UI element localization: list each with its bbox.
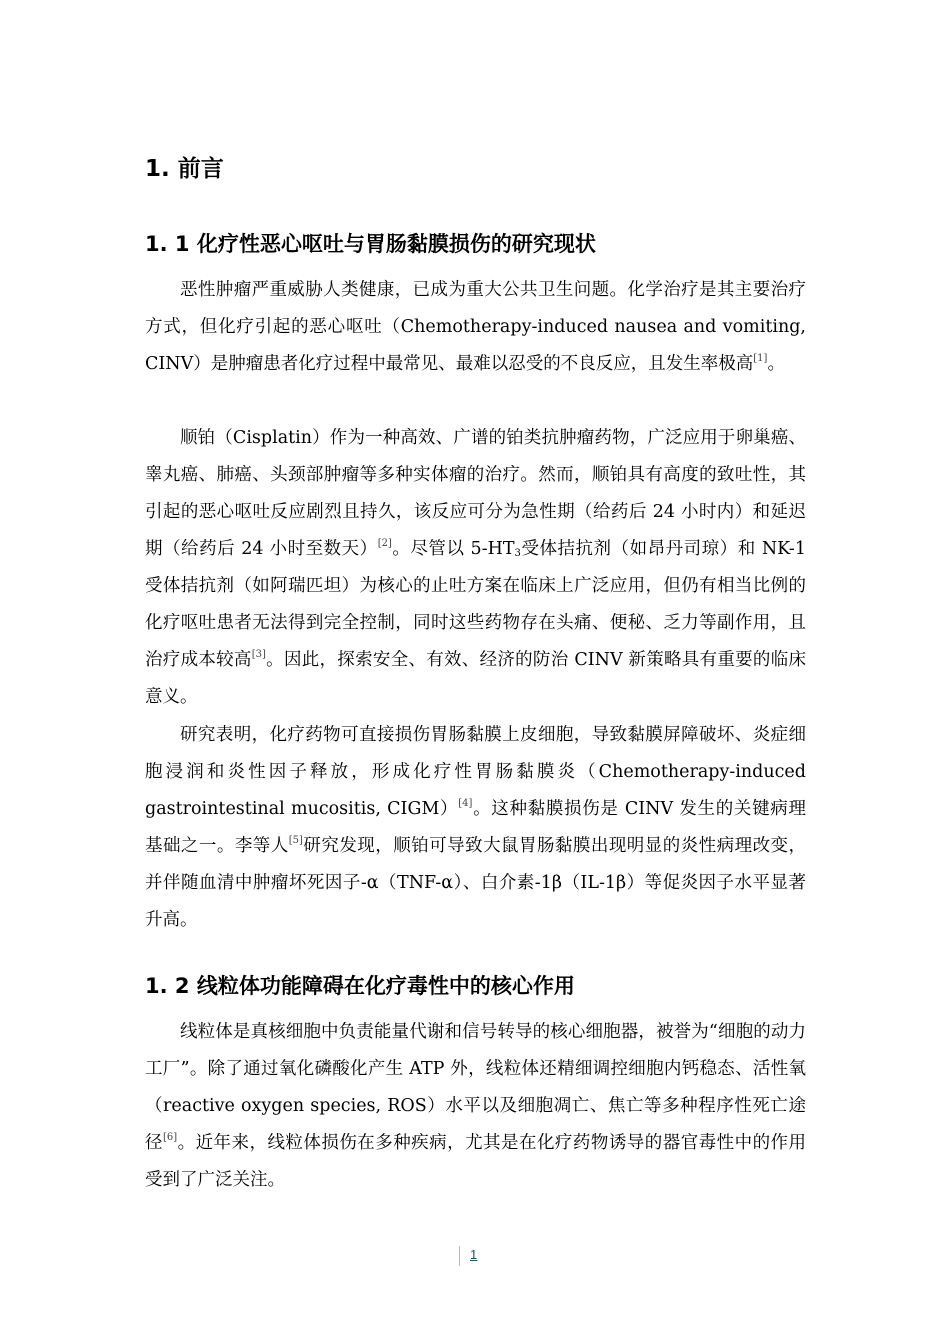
paragraph-cisplatin — [145, 420, 806, 716]
paragraph-text: 。这种黏膜损伤是 CINV 发生的关键病理基础之一。李等人 — [145, 799, 806, 856]
paragraph-mitochondria — [145, 1014, 806, 1199]
subscript-text: 3 — [514, 548, 521, 559]
citation-ref[interactable]: [1] — [753, 353, 768, 364]
paragraph-text: 研究表明，化疗药物可直接损伤胃肠黏膜上皮细胞，导致黏膜屏障破坏、炎症细胞浸润和炎性因子释放，形成化疗性胃肠黏膜炎（Chemotherapy-induced gastrointestinal mucositis, CIGM） — [145, 725, 806, 819]
paragraph-text: 。尽管以 5-HT — [391, 539, 515, 559]
citation-ref[interactable]: [3] — [251, 649, 266, 660]
page-number[interactable]: 1 — [470, 1247, 478, 1262]
paragraph-text: 受体拮抗剂（如昂丹司琼）和 NK-1 受体拮抗剂（如阿瑞匹坦）为核心的止吐方案在临床上广泛应用，但仍有相当比例的化疗呕吐患者无法得到完全控制，同时这些药物存在头痛、便秘、乏力等副作用，且治疗成本较高 — [145, 539, 806, 670]
citation-ref[interactable]: [5] — [288, 835, 303, 846]
paragraph-text: 。近年来，线粒体损伤在多种疾病，尤其是在化疗药物诱导的器官毒性中的作用受到了广泛关注。 — [145, 1133, 806, 1190]
footer-divider — [459, 1246, 460, 1266]
paragraph-text: 恶性肿瘤严重威胁人类健康，已成为重大公共卫生问题。化学治疗是其主要治疗方式，但化疗引起的恶心呕吐（Chemotherapy-induced nausea and vomiting, CINV）是肿瘤患者化疗过程中最常见、最难以忍受的不良反应，且发生率极高 — [145, 280, 806, 374]
paragraph-text: 顺铂（Cisplatin）作为一种高效、广谱的铂类抗肿瘤药物，广泛应用于卵巢癌、睾丸癌、肺癌、头颈部肿瘤等多种实体瘤的治疗。然而，顺铂具有高度的致吐性，其引起的恶心呕吐反应剧烈且持久，该反应可分为急性期（给药后 24 小时内）和延迟期（给药后 24 小时至数天） — [145, 428, 806, 559]
paragraph-text: 。 — [767, 354, 785, 374]
subsection-heading-1-2: 1. 2 线粒体功能障碍在化疗毒性中的核心作用 — [145, 974, 575, 998]
citation-ref[interactable]: [2] — [377, 538, 392, 549]
paragraph-mucositis — [145, 717, 806, 939]
citation-ref[interactable]: [6] — [162, 1132, 178, 1143]
paragraph-text: 研究发现，顺铂可导致大鼠胃肠黏膜出现明显的炎性病理改变，并伴随血清中肿瘤坏死因子-α（TNF-α）、白介素-1β（IL-1β）等促炎因子水平显著升高。 — [145, 836, 807, 930]
subsection-heading-1-1: 1. 1 化疗性恶心呕吐与胃肠黏膜损伤的研究现状 — [145, 232, 596, 256]
citation-ref[interactable]: [4] — [458, 798, 473, 809]
paragraph-cinv-intro — [145, 272, 806, 383]
paragraph-text: 。因此，探索安全、有效、经济的防治 CINV 新策略具有重要的临床意义。 — [145, 650, 806, 707]
paragraph-text: 线粒体是真核细胞中负责能量代谢和信号转导的核心细胞器，被誉为“细胞的动力工厂”。除了通过氧化磷酸化产生 ATP 外，线粒体还精细调控细胞内钙稳态、活性氧（reactive oxygen species, ROS）水平以及细胞凋亡、焦亡等多种程序性死亡途径 — [145, 1022, 806, 1153]
section-heading-preface: 1. 前言 — [145, 156, 224, 182]
